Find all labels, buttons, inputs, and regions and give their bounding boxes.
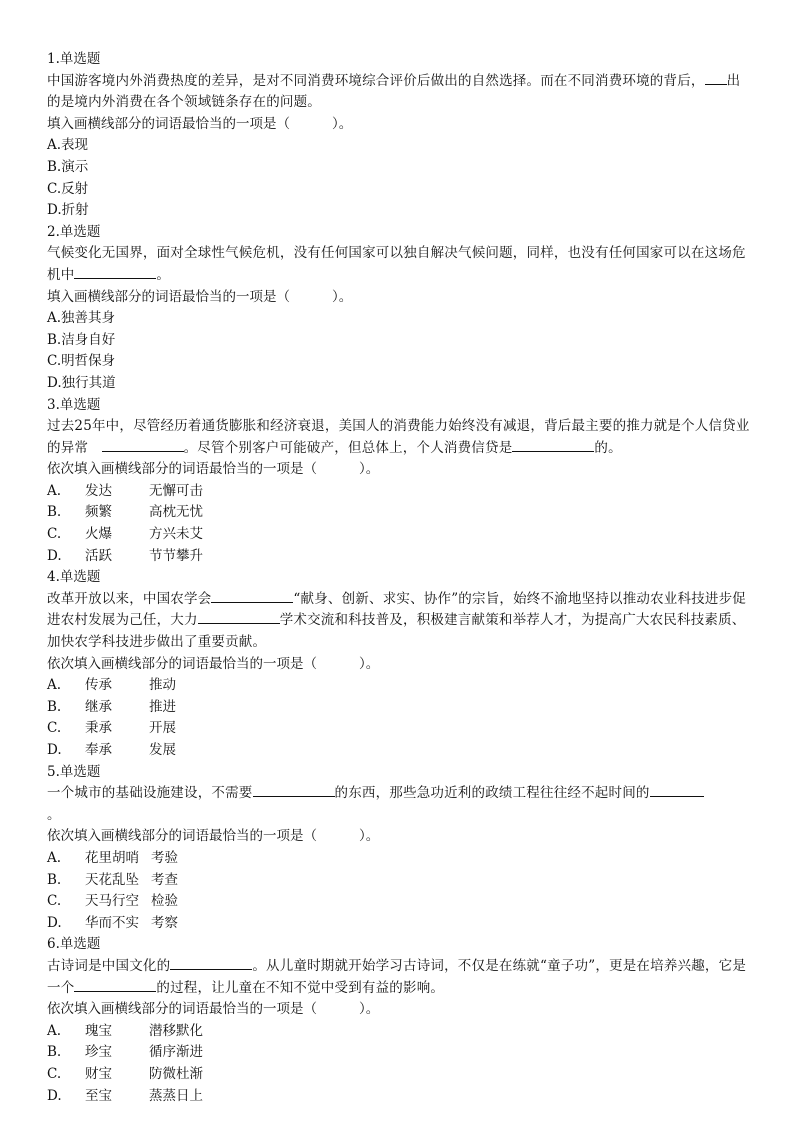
option-c: C.明哲保身	[47, 353, 116, 370]
question-3	[47, 395, 752, 568]
answer-blank	[198, 610, 280, 624]
option-d: D.折射	[47, 202, 89, 219]
question-prompt: 依次填入画横线部分的词语最恰当的一项是（ ）。	[47, 461, 380, 478]
question-4	[47, 567, 752, 761]
option-d: D. 奉承 发展	[47, 742, 176, 758]
question-2	[47, 222, 752, 395]
answer-blank	[253, 783, 335, 797]
question-header: 5.单选题	[47, 763, 101, 780]
option-c: C. 火爆 方兴未艾	[47, 526, 203, 543]
option-b: B. 继承 推进	[47, 698, 176, 715]
question-header: 1.单选题	[47, 51, 101, 67]
question-prompt: 填入画横线部分的词语最恰当的一项是（ ）。	[47, 115, 353, 132]
question-stem: 改革开放以来，中国农学会 “献身、创新、求实、协作”的宗旨，始终不渝地坚持以推动农业科技进步促进农村发展为己任，大力 学术交流和科技普及，积极建言献策和举荐人才，为提高广大农民科技素质、加快农学科技进步做出了重要贡献。	[47, 590, 747, 651]
option-a: A. 花里胡哨 考验	[47, 849, 178, 866]
question-6	[47, 934, 752, 1107]
question-header: 6.单选题	[47, 936, 101, 953]
document-page	[47, 49, 752, 1107]
question-stem: 一个城市的基础设施建设，不需要 的东西，那些急功近利的政绩工程往往经不起时间的 。	[47, 783, 752, 826]
question-prompt: 依次填入画横线部分的词语最恰当的一项是（ ）。	[47, 1001, 380, 1018]
option-b: B. 珍宝 循序渐进	[47, 1044, 203, 1061]
answer-blank	[74, 978, 156, 992]
question-prompt: 依次填入画横线部分的词语最恰当的一项是（ ）。	[47, 828, 380, 845]
question-1	[47, 49, 752, 222]
question-stem: 古诗词是中国文化的 。从儿童时期就开始学习古诗词，不仅是在练就“童子功”，更是在培养兴趣，它是一个 的过程，让儿童在不知不觉中受到有益的影响。	[47, 957, 747, 996]
option-b: B.演示	[47, 158, 89, 175]
question-stem: 中国游客境内外消费热度的差异，是对不同消费环境综合评价后做出的自然选择。而在不同消费环境的背后， 出的是境内外消费在各个领域链条存在的问题。	[47, 72, 741, 111]
option-a: A. 发达 无懈可击	[47, 482, 203, 499]
option-d: D. 至宝 蒸蒸日上	[47, 1087, 203, 1104]
option-a: A. 瑰宝 潜移默化	[47, 1022, 203, 1039]
option-a: A.表现	[47, 137, 89, 154]
question-stem: 过去25年中，尽管经历着通货膨胀和经济衰退，美国人的消费能力始终没有减退，背后最主要的推力就是个人信贷业的异常 。尽管个别客户可能破产，但总体上，个人消费信贷是 的。	[47, 418, 750, 456]
option-a: A.独善其身	[47, 310, 116, 327]
option-c: C. 天马行空 检验	[47, 893, 178, 910]
answer-blank	[74, 265, 156, 279]
option-b: B. 天花乱坠 考查	[47, 871, 178, 888]
question-5	[47, 762, 752, 935]
answer-blank	[512, 438, 594, 452]
option-d: D.独行其道	[47, 374, 116, 391]
option-c: C.反射	[47, 180, 89, 197]
question-prompt: 依次填入画横线部分的词语最恰当的一项是（ ）。	[47, 655, 380, 672]
option-c: C. 财宝 防微杜渐	[47, 1065, 203, 1082]
question-header: 4.单选题	[47, 569, 101, 586]
option-d: D. 活跃 节节攀升	[47, 547, 203, 564]
option-b: B. 频繁 高枕无忧	[47, 504, 203, 521]
question-stem: 气候变化无国界，面对全球性气候危机，没有任何国家可以独自解决气候问题，同样，也没有任何国家可以在这场危机中 。	[47, 245, 746, 283]
answer-blank	[102, 438, 184, 452]
question-prompt: 填入画横线部分的词语最恰当的一项是（ ）。	[47, 288, 353, 305]
option-c: C. 秉承 开展	[47, 720, 176, 737]
answer-blank	[705, 71, 727, 85]
question-header: 2.单选题	[47, 223, 101, 240]
question-header: 3.单选题	[47, 396, 101, 413]
option-a: A. 传承 推动	[47, 677, 176, 694]
answer-blank	[211, 589, 293, 603]
answer-blank	[170, 956, 252, 970]
option-d: D. 华而不实 考察	[47, 914, 178, 931]
answer-blank	[650, 783, 704, 797]
option-b: B.洁身自好	[47, 331, 116, 348]
